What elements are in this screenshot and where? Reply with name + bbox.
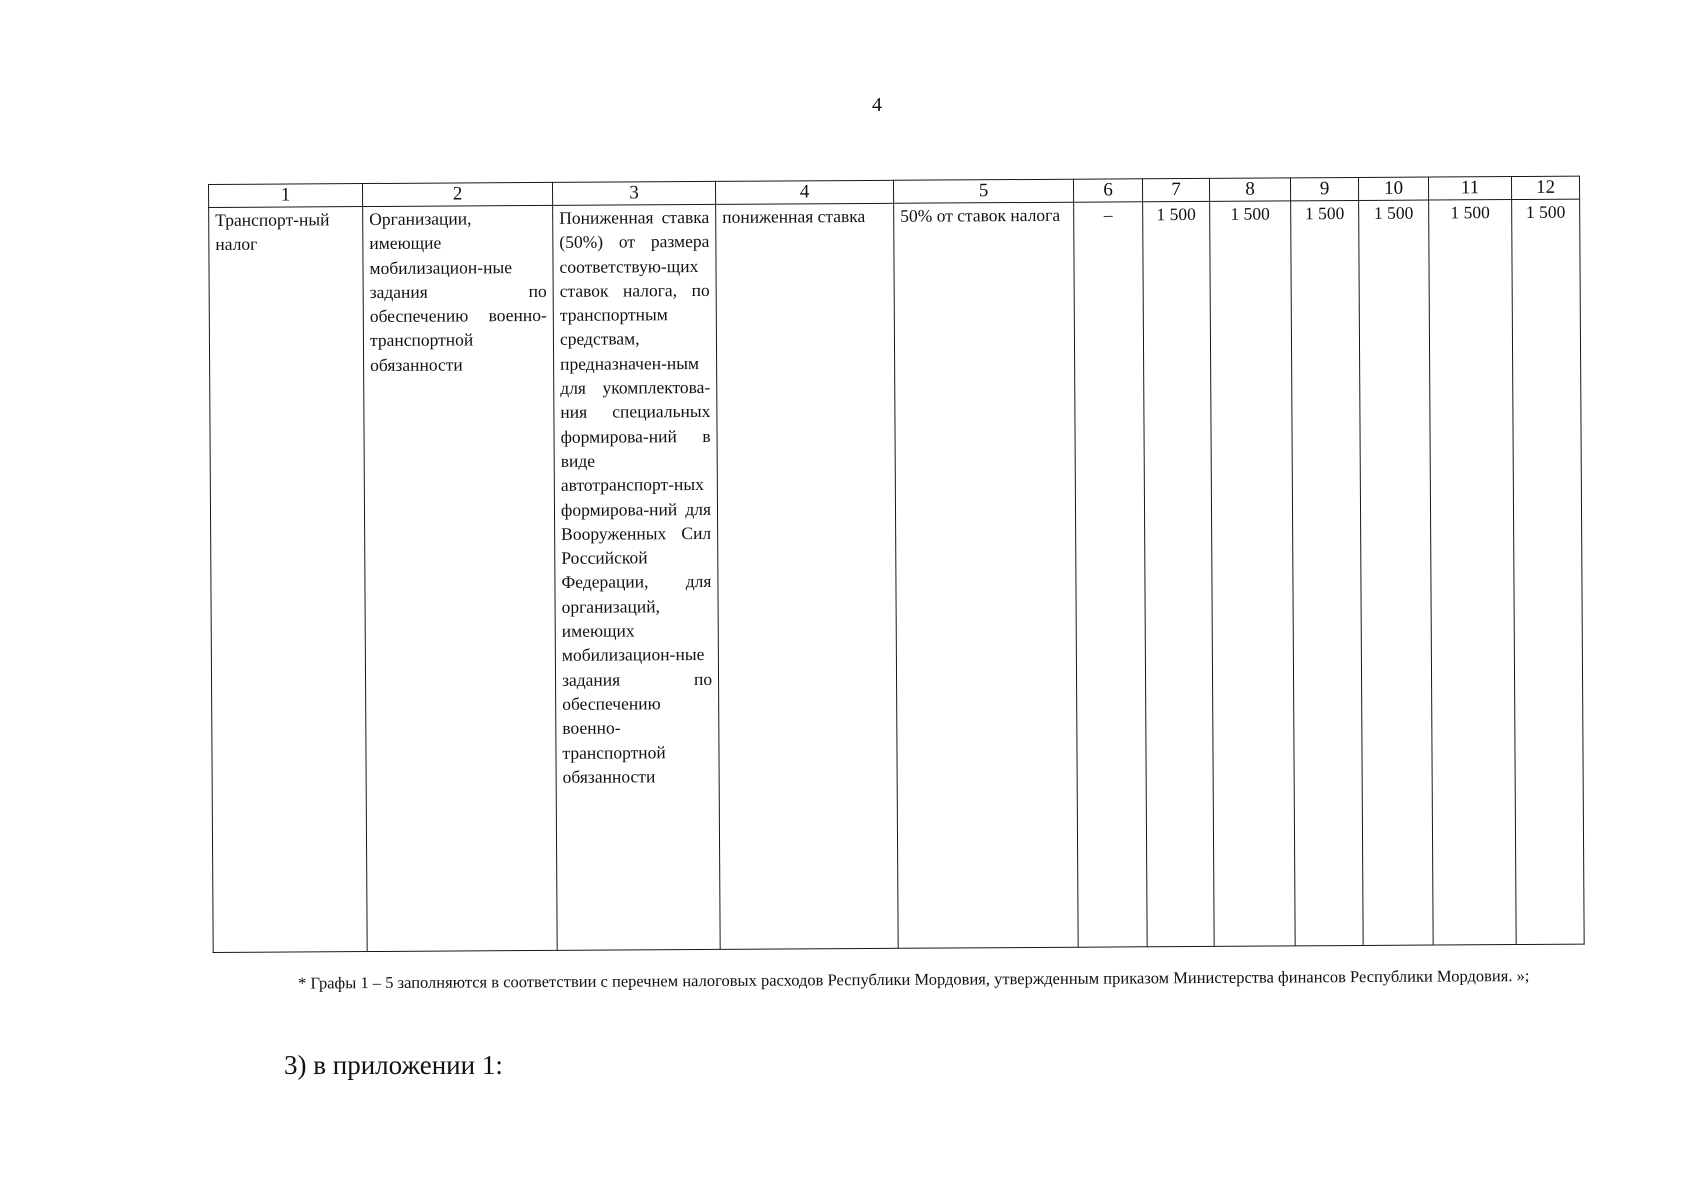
benefit-description-cell: Пониженная ставка (50%) от размера соответствую-щих ставок налога, по транспортным средствам, предназначен-ным для укомплектова-ния специальных формирова-ний в виде автотранспорт-ных формирова-ний для Вооруженных Сил Российской Федерации, для организаций, имеющих мобилизацион-ные задания по обеспечению военно-транспортной обязанности <box>553 204 721 950</box>
table-footnote: * Графы 1 – 5 заполняются в соответствии с перечнем налоговых расходов Республики Мордовия, утвержденным приказом Министерства финансов Республики Мордовия. »; <box>298 966 1530 993</box>
page-number: 4 <box>872 94 882 116</box>
benefit-size-cell: 50% от ставок налога <box>894 202 1079 948</box>
column-header-9: 9 <box>1290 177 1358 200</box>
item-3-heading: 3) в приложении 1: <box>284 1050 503 1080</box>
column-header-6: 6 <box>1073 179 1142 202</box>
value-cell-8: 1 500 <box>1210 201 1296 946</box>
column-header-12: 12 <box>1511 176 1579 199</box>
value-cell-7: 1 500 <box>1143 201 1215 946</box>
value-cell-11: 1 500 <box>1429 200 1517 945</box>
column-header-10: 10 <box>1358 177 1428 200</box>
value-cell-10: 1 500 <box>1359 200 1434 945</box>
column-header-8: 8 <box>1209 178 1290 201</box>
column-header-4: 4 <box>715 180 893 204</box>
column-header-11: 11 <box>1428 177 1511 201</box>
tax-name-cell: Транспорт-ный налог <box>209 207 368 953</box>
column-header-1: 1 <box>209 184 363 208</box>
value-cell-12: 1 500 <box>1512 199 1585 944</box>
beneficiary-cell: Организации, имеющие мобилизацион-ные задания по обеспечению военно-транспортной обязанности <box>363 205 558 951</box>
column-header-3: 3 <box>552 181 715 205</box>
column-header-5: 5 <box>893 179 1073 203</box>
column-header-2: 2 <box>363 182 553 206</box>
tax-expenditure-table <box>208 176 1585 953</box>
benefit-type-cell: пониженная ставка <box>716 203 899 949</box>
column-header-7: 7 <box>1142 178 1209 201</box>
table-row <box>209 199 1585 952</box>
value-cell-6: – <box>1074 202 1148 947</box>
value-cell-9: 1 500 <box>1291 200 1364 945</box>
